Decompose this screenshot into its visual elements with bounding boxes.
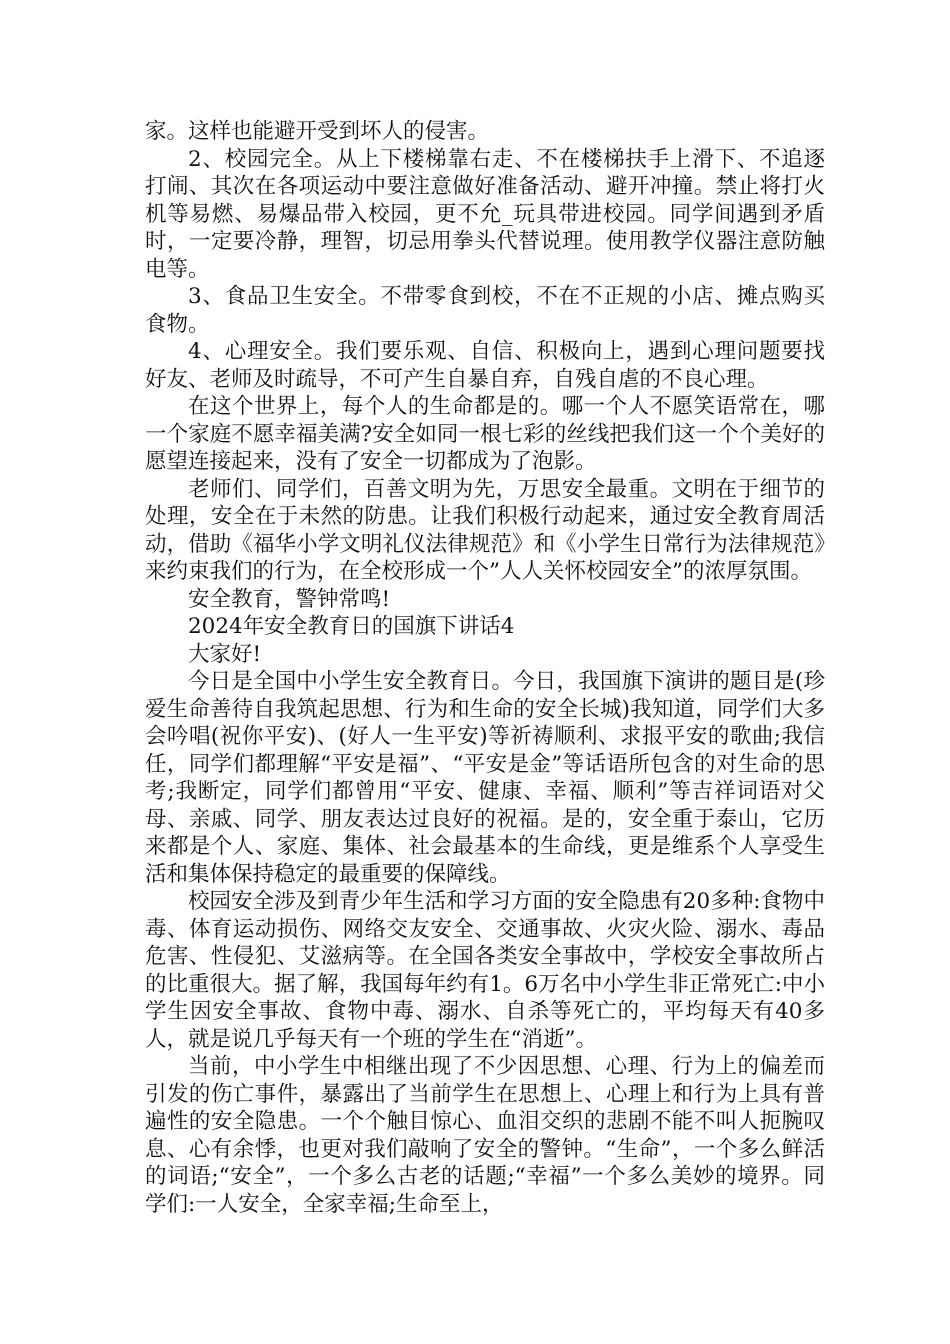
paragraph-greeting: 大家好! <box>188 641 262 667</box>
paragraph-intro: 今日是全国中小学生安全教育日。今日，我国旗下演讲的题目是(珍爱生命善待自我筑起思想、行为和生命的安全长城)我知道，同学们大多会吟唱(祝你平安)、(好人一生平安)等祈祷顺利、求报平安的歌曲;我信任，同学们都理解“平安是福”、“平安是金”等话语所包含的对生命的思考;我断定，同学们都曾用“平安、健康、幸福、顺利”等吉祥词语对父母、亲戚、同学、朋友表达过良好的祝福。是的，安全重于泰山，它历来都是个人、家庭、集体、社会最基本的生命线，更是维系个人享受生活和集体保持稳定的最重要的保障线。 <box>145 669 825 887</box>
document-body <box>145 118 825 1218</box>
paragraph-food-safety: 3、食品卫生安全。不带零食到校，不在不正规的小店、摊点购买食物。 <box>145 284 825 337</box>
paragraph-mental-safety: 4、心理安全。我们要乐观、自信、积极向上，遇到心理问题要找好友、老师及时疏导，不可产生自暴自弃，自残自虐的不良心理。 <box>145 339 825 392</box>
section-heading: 2024年安全教育日的国旗下讲话4 <box>188 614 515 639</box>
paragraph-slogan: 安全教育，警钟常鸣! <box>188 586 391 612</box>
paragraph-continuation: 家。这样也能避开受到坏人的侵害。 <box>145 119 490 144</box>
paragraph-warning: 当前，中小学生中相继出现了不少因思想、心理、行为上的偏差而引发的伤亡事件，暴露出了当前学生在思想上、心理上和行为上具有普遍性的安全隐患。一个个触目惊心、血泪交织的悲剧不能不叫人扼腕叹息、心有余悸，也更对我们敲响了安全的警钟。“生命”，一个多么鲜活的词语;“安全”，一个多么古老的话题;“幸福”一个多么美妙的境界。同学们:一人安全，全家幸福;生命至上， <box>145 1054 825 1217</box>
paragraph-campus-safety: 2、校园完全。从上下楼梯靠右走、不在楼梯扶手上滑下、不追逐打闹、其次在各项运动中要注意做好准备活动、避开冲撞。禁止将打火机等易燃、易爆品带入校园，更不允_玩具带进校园。同学间遇到矛盾时，一定要冷静，理智，切忌用拳头代替说理。使用教学仪器注意防触电等。 <box>145 146 825 282</box>
paragraph-civility: 老师们、同学们，百善文明为先，万思安全最重。文明在于细节的处理，安全在于未然的防患。让我们积极行动起来，通过安全教育周活动，借助《福华小学文明礼仪法律规范》和《小学生日常行为法律规范》来约束我们的行为，在全校形成一个”人人关怀校园安全”的浓厚氛围。 <box>145 476 825 584</box>
paragraph-life-value: 在这个世界上，每个人的生命都是的。哪一个人不愿笑语常在，哪一个家庭不愿幸福美满?安全如同一根七彩的丝线把我们这一个个美好的愿望连接起来，没有了安全一切都成为了泡影。 <box>145 394 825 474</box>
paragraph-statistics: 校园安全涉及到青少年生活和学习方面的安全隐患有20多种:食物中毒、体育运动损伤、网络交友安全、交通事故、火灾火险、溺水、毒品危害、性侵犯、艾滋病等。在全国各类安全事故中，学校安全事故所占的比重很大。据了解，我国每年约有1。6万名中小学生非正常死亡:中小学生因安全事故、食物中毒、溺水、自杀等死亡的，平均每天有40多人，就是说几乎每天有一个班的学生在“消逝”。 <box>145 889 825 1052</box>
